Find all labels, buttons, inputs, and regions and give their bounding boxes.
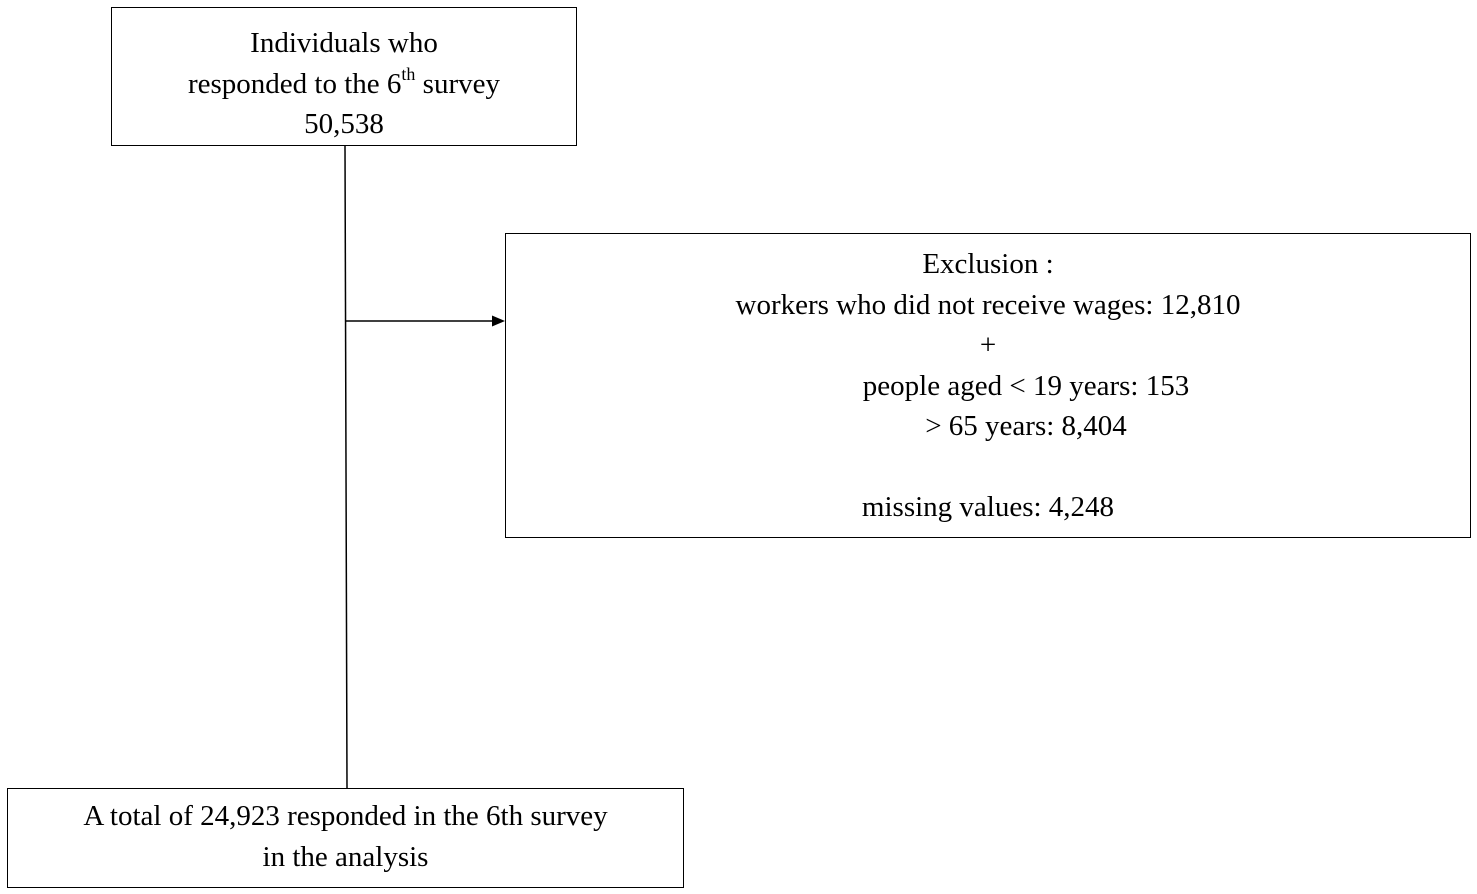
exclusion-age-young: people aged < 19 years: 153 xyxy=(862,369,1190,402)
exclusion-wages: workers who did not receive wages: 12,810 xyxy=(735,288,1241,321)
analysis-line-1: A total of 24,923 responded in the 6th survey xyxy=(83,800,608,832)
enrollment-box xyxy=(111,7,577,146)
exclusion-content xyxy=(506,244,1470,528)
exclusion-spacer xyxy=(506,447,1470,488)
enrollment-line-1: Individuals who xyxy=(250,27,438,59)
exclusion-box xyxy=(505,233,1471,538)
exclusion-missing: missing values: 4,248 xyxy=(861,491,1115,523)
analysis-line-2: in the analysis xyxy=(262,840,429,873)
exclusion-arrow-head xyxy=(492,316,505,327)
enrollment-line-2-pre: responded to the 6 xyxy=(187,67,402,100)
enrollment-line-2 xyxy=(112,64,576,105)
exclusion-age-old: > 65 years: 8,404 xyxy=(925,410,1127,442)
enrollment-ordinal-suffix: th xyxy=(401,63,416,84)
analysis-box xyxy=(7,788,684,888)
enrollment-line-2-post: survey xyxy=(415,67,500,100)
enrollment-count: 50,538 xyxy=(304,108,384,140)
main-flow-line xyxy=(345,146,347,788)
exclusion-plus: + xyxy=(979,329,997,361)
exclusion-title: Exclusion : xyxy=(922,248,1054,280)
